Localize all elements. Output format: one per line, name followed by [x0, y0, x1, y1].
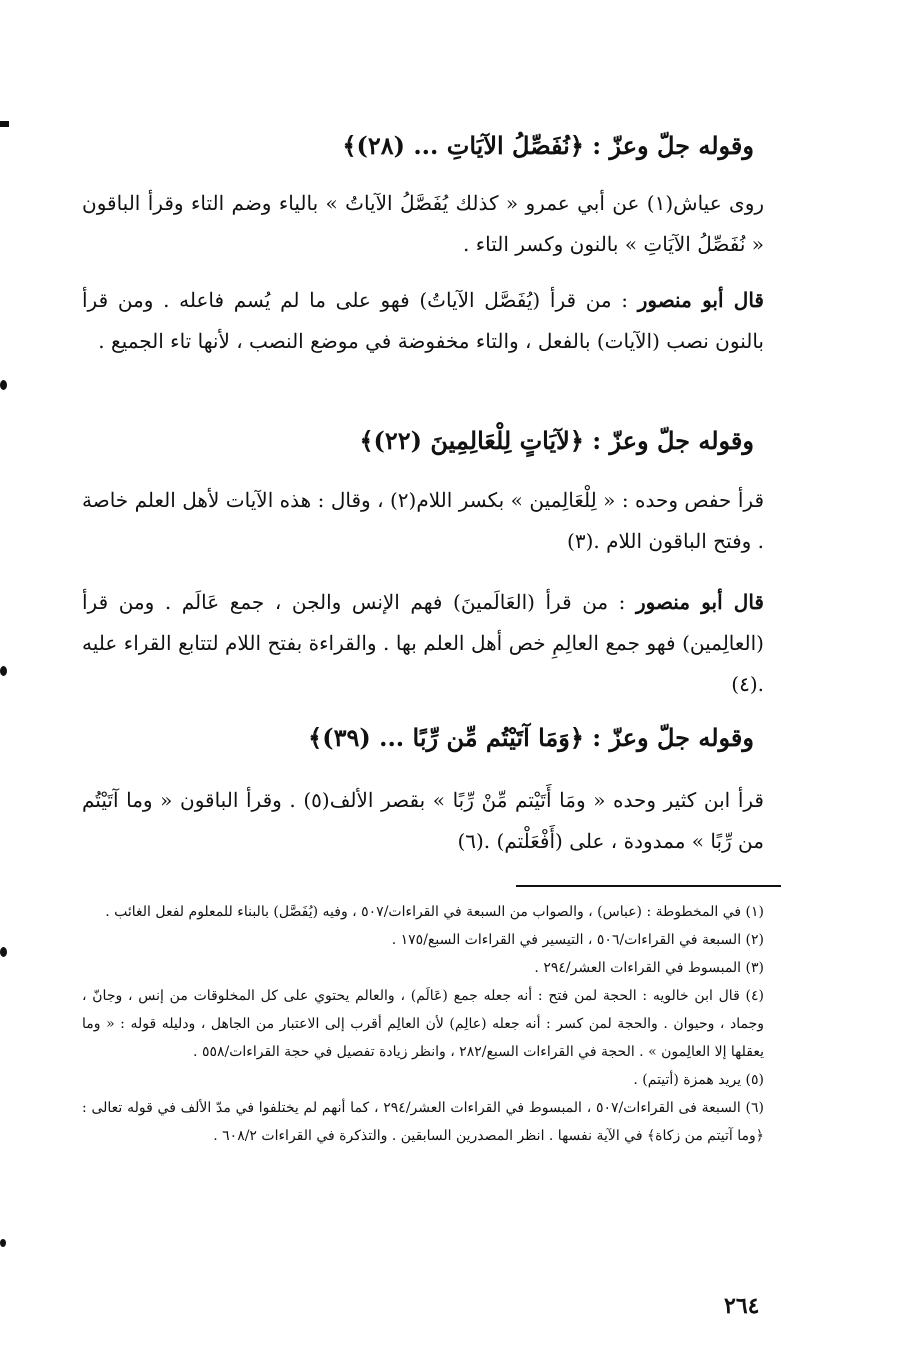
- commentator-name: قال أبو منصور: [635, 590, 764, 614]
- verse-heading: وقوله جلّ وعزّ : ﴿وَمَا آتَيْتُم مِّن رِّبًا ... (٣٩)﴾: [308, 723, 754, 752]
- footnote: (٦) السبعة فى القراءات/٥٠٧ ، المبسوط في القراءات العشر/٢٩٤ ، كما أنهم لم يختلفوا في مدّ الألف في قوله تعالى : ﴿وما آتيتم من زكاة﴾ في الآية نفسها . انظر المصدرين السابقين . والتذكرة في القراءات ٦٠٨/٢ .: [82, 1100, 764, 1144]
- commentary-paragraph: [82, 280, 782, 362]
- footnotes: [82, 898, 782, 1150]
- footnote: (١) في المخطوطة : (عباس) ، والصواب من السبعة في القراءات/٥٠٧ ، وفيه (يُفَصَّل) بالبناء للمعلوم لفعل الغائب .: [105, 904, 764, 920]
- commentary-text: : من قرأ (العَالَمينَ) فهم الإنس والجن ، جمع عَالَم . ومن قرأ (العالِمين) فهو جمع العالِمِ خص أهل العلم بها . والقراءة بفتح اللام لتتابع القراء عليه .(٤): [82, 590, 764, 696]
- riwaya-text: قرأ ابن كثير وحده « ومَا أَتَيْتم مِّنْ رِّبًا » بقصر الألف(٥) . وقرأ الباقون « وما آتَيْتُم من رِّبًا » ممدودة ، على (أَفْعَلْتم) .(٦): [82, 788, 764, 853]
- footnote: (٢) السبعة في القراءات/٥٠٦ ، التيسير في القراءات السبع/١٧٥ .: [391, 932, 764, 948]
- footnote: (٥) يريد همزة (أتيتم) .: [633, 1072, 764, 1088]
- riwaya-text: قرأ حفص وحده : « لِلْعَالِمين » بكسر اللام(٢) ، وقال : هذه الآيات لأهل العلم خاصة . وفتح الباقون اللام .(٣): [82, 488, 764, 553]
- scan-edge-mark: [0, 1239, 6, 1247]
- riwaya-text: روى عياش(١) عن أبي عمرو « كذلك يُفَصَّلُ الآياتُ » بالياء وضم التاء وقرأ الباقون « نُفَصِّلُ الآيَاتِ » بالنون وكسر التاء .: [82, 191, 765, 256]
- scan-edge-mark: [0, 121, 9, 127]
- footnote: (٤) قال ابن خالويه : الحجة لمن فتح : أنه جعله جمع (عَالَم) ، والعالم يحتوي على كل المخلوقات من إنس ، وجانّ ، وجماد ، وحيوان . والحجة لمن كسر : أنه جعله (عالِم) لأن العالِم أقرب إلى الاعتبار من الجاهل ، ودليله قوله : « وما يعقلها إلا العالِمون » . الحجة في القراءات السبع/٢٨٢ ، وانظر زيادة تفصيل في حجة القراءات/٥٥٨ .: [82, 988, 764, 1060]
- page-number: ٢٦٤: [724, 1293, 760, 1319]
- commentary-text: : من قرأ (يُفَصَّل الآياتُ) فهو على ما لم يُسم فاعله . ومن قرأ بالنون نصب (الآيات) بالفعل ، والتاء مخفوضة في موضع النصب ، لأنها تاء الجميع .: [82, 288, 764, 353]
- verse-heading: وقوله جلّ وعزّ : ﴿لآيَاتٍ لِلْعَالِمِينَ (٢٢)﴾: [359, 426, 754, 455]
- verse-heading: وقوله جلّ وعزّ : ﴿نُفَصِّلُ الآيَاتِ ... (٢٨)﴾: [342, 131, 754, 160]
- reading-paragraph: [82, 480, 782, 562]
- scan-edge-mark: [0, 666, 7, 676]
- reading-paragraph: [82, 183, 782, 265]
- scan-edge-mark: [0, 380, 7, 390]
- commentary-paragraph: [82, 582, 782, 705]
- footnote: (٣) المبسوط في القراءات العشر/٢٩٤ .: [534, 960, 764, 976]
- footnote-separator: [516, 885, 781, 887]
- commentator-name: قال أبو منصور: [637, 288, 764, 312]
- reading-paragraph: [82, 780, 782, 862]
- scan-edge-mark: [0, 947, 7, 957]
